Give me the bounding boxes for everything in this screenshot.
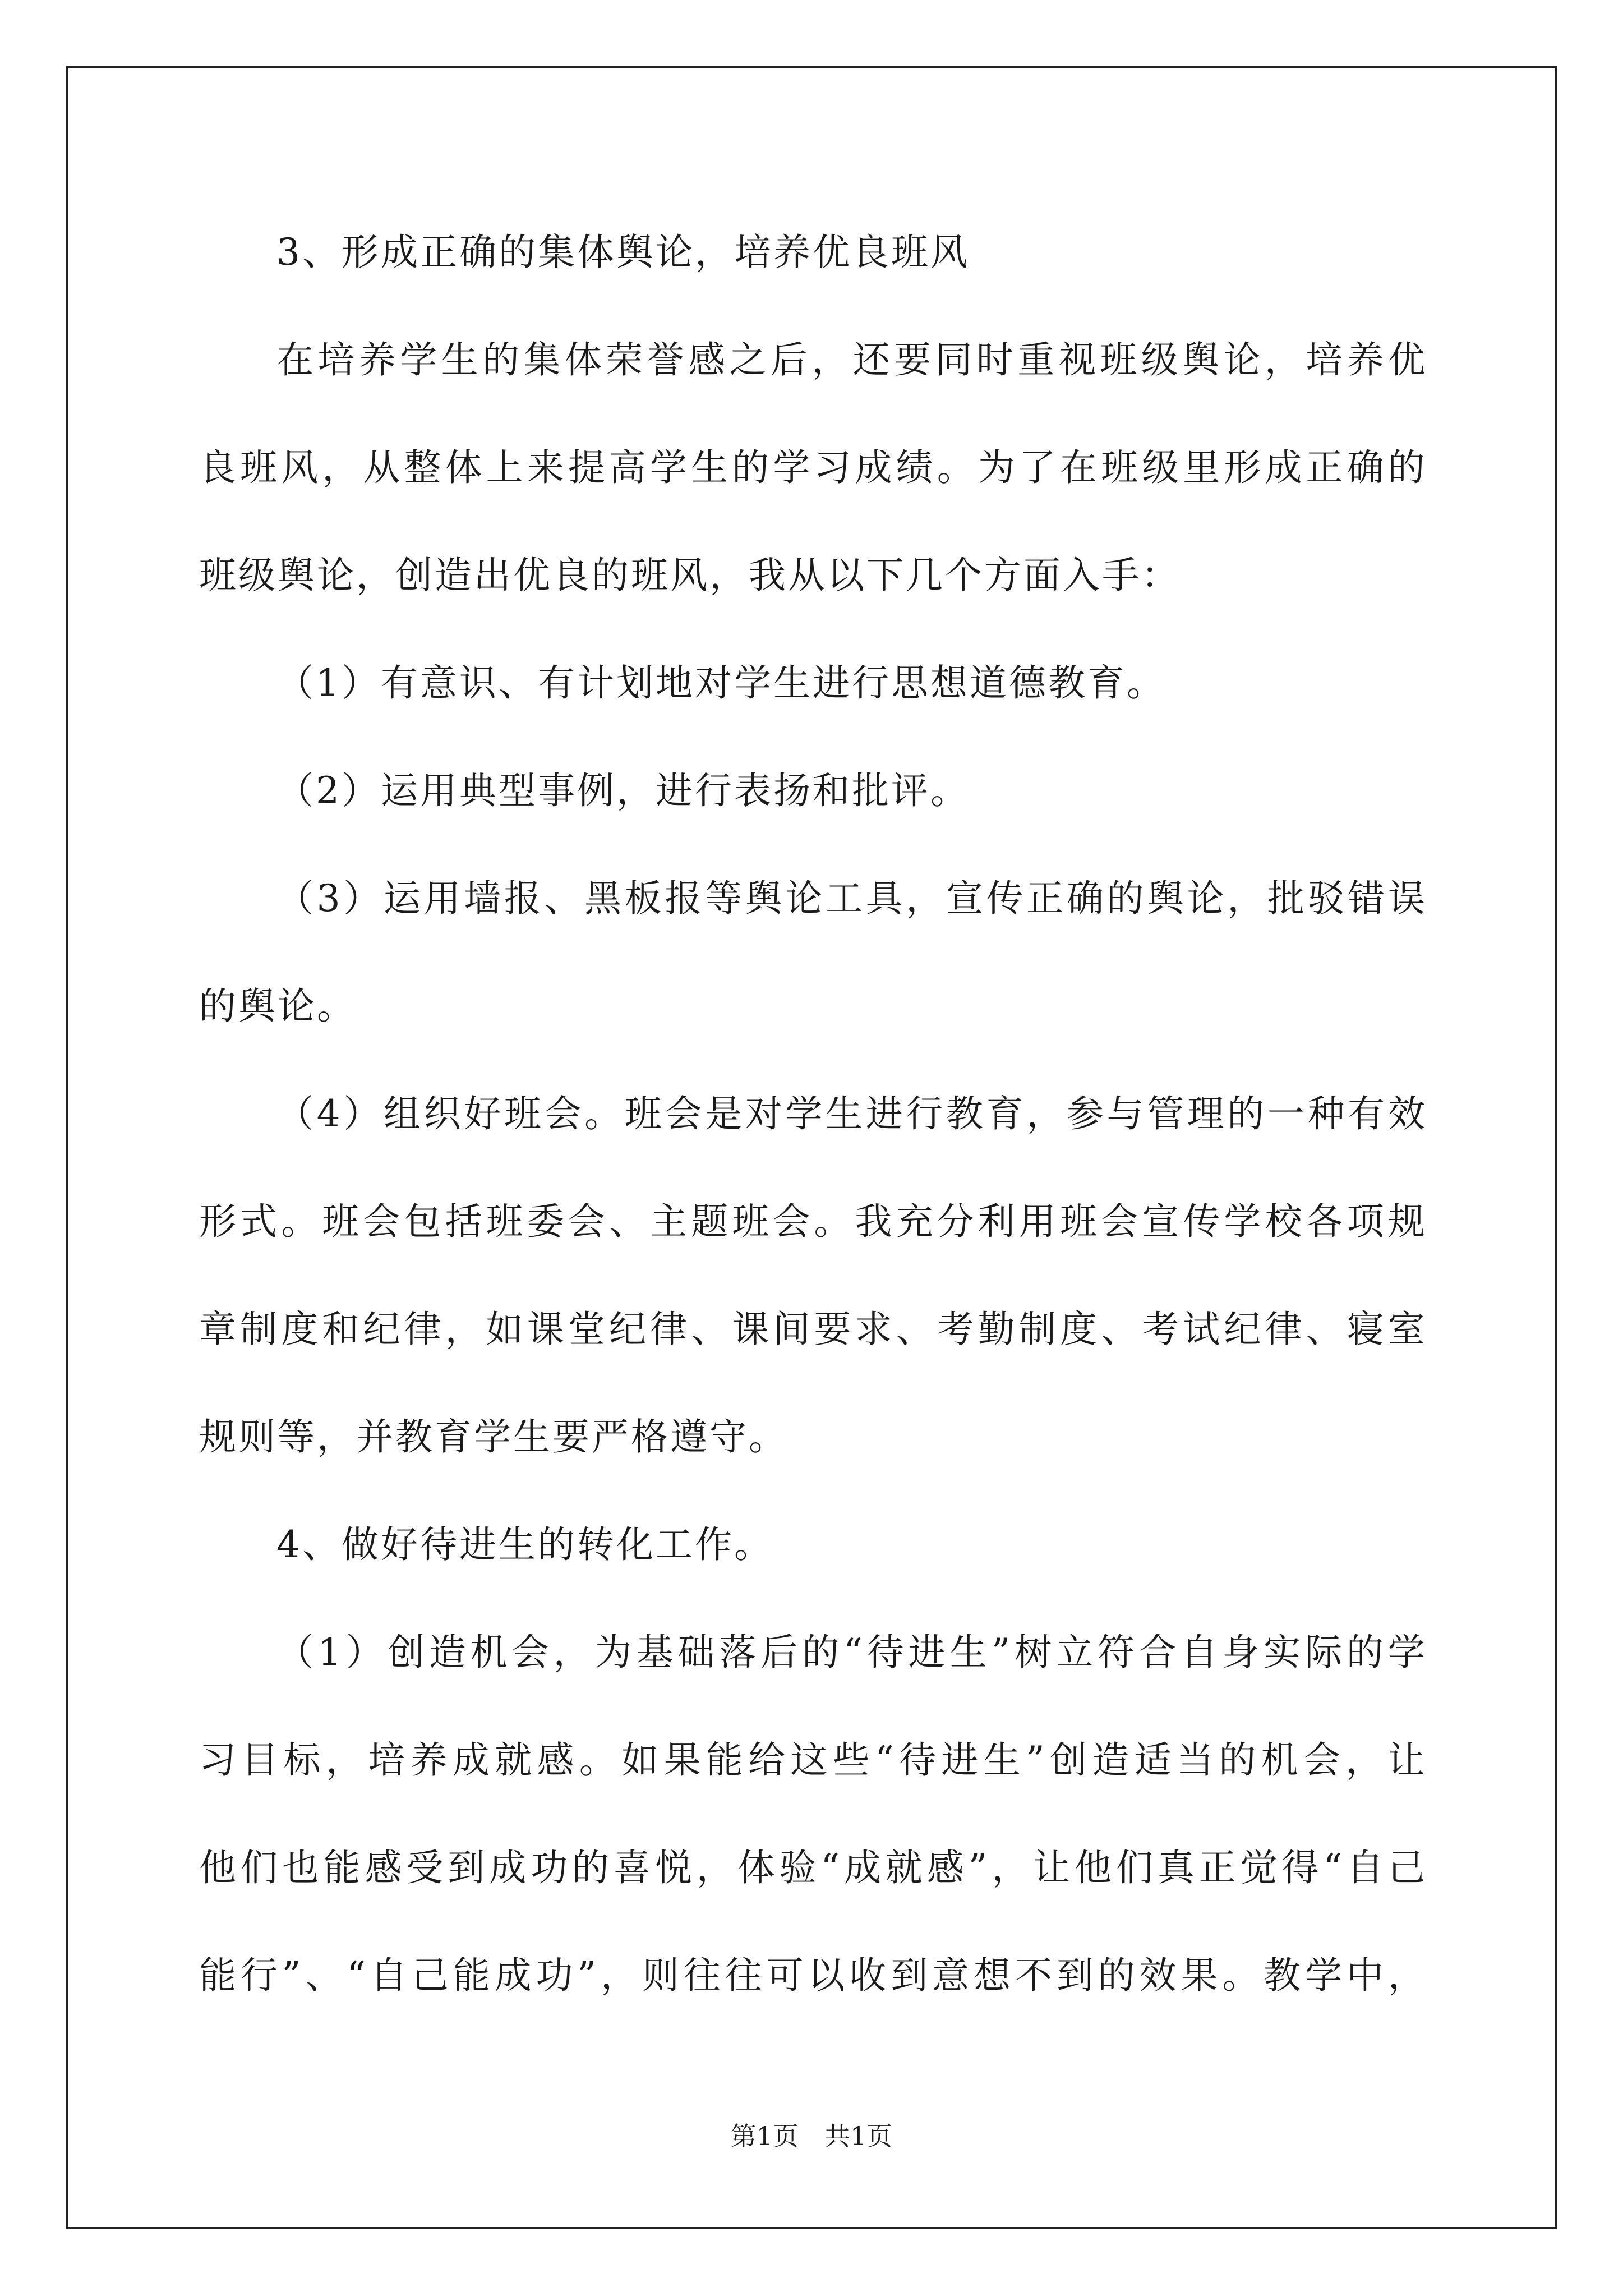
text-line: （ 4 ） 组 织 好 班 会 。 班 会 是 对 学 生 进 行 教 育 ， 参 与 管 理 的 一 种 有 效 (276, 1092, 1425, 1135)
text-line: 形 式 。 班 会 包 括 班 委 会 、 主 题 班 会 。 我 充 分 利 用 班 会 宣 传 学 校 各 项 规 (199, 1200, 1425, 1243)
text-line: （2）运用典型事例，进行表扬和批评。 (276, 769, 970, 812)
text-line: 习 目 标 ， 培 养 成 就 感 。 如 果 能 给 这 些 “ 待 进 生 ” 创 造 适 当 的 机 会 ， 让 (199, 1738, 1425, 1782)
text-line: （1）有意识、有计划地对学生进行思想道德教育。 (276, 661, 1166, 705)
text-line: 3、形成正确的集体舆论，培养优良班风 (276, 231, 970, 274)
text-line: 良 班 风 ， 从 整 体 上 来 提 高 学 生 的 学 习 成 绩 。 为 了 在 班 级 里 形 成 正 确 的 (199, 446, 1425, 489)
page-number-footer: 第1页 共1页 (730, 2121, 893, 2151)
text-line: （ 3 ） 运 用 墙 报 、 黑 板 报 等 舆 论 工 具 ， 宣 传 正 确 的 舆 论 ， 批 驳 错 误 (276, 877, 1425, 920)
text-line: 4、做好待进生的转化工作。 (276, 1523, 773, 1566)
text-line: 的舆论。 (199, 984, 356, 1028)
text-line: （ 1 ） 创 造 机 会 ， 为 基 础 落 后 的 “ 待 进 生 ” 树 立 符 合 自 身 实 际 的 学 (276, 1631, 1425, 1674)
text-line: 能 行 ” 、 “ 自 己 能 成 功 ” ， 则 往 往 可 以 收 到 意 想 不 到 的 效 果 。 教 学 中 ， (199, 1954, 1425, 1997)
text-line: 他 们 也 能 感 受 到 成 功 的 喜 悦 ， 体 验 “ 成 就 感 ” ， 让 他 们 真 正 觉 得 “ 自 己 (199, 1846, 1425, 1889)
text-line: 规则等，并教育学生要严格遵守。 (199, 1415, 788, 1458)
text-line: 章 制 度 和 纪 律 ， 如 课 堂 纪 律 、 课 间 要 求 、 考 勤 制 度 、 考 试 纪 律 、 寝 室 (199, 1308, 1425, 1351)
text-line: 班级舆论，创造出优良的班风，我从以下几个方面入手： (199, 554, 1181, 597)
text-line: 在 培 养 学 生 的 集 体 荣 誉 感 之 后 ， 还 要 同 时 重 视 班 级 舆 论 ， 培 养 优 (276, 338, 1425, 381)
